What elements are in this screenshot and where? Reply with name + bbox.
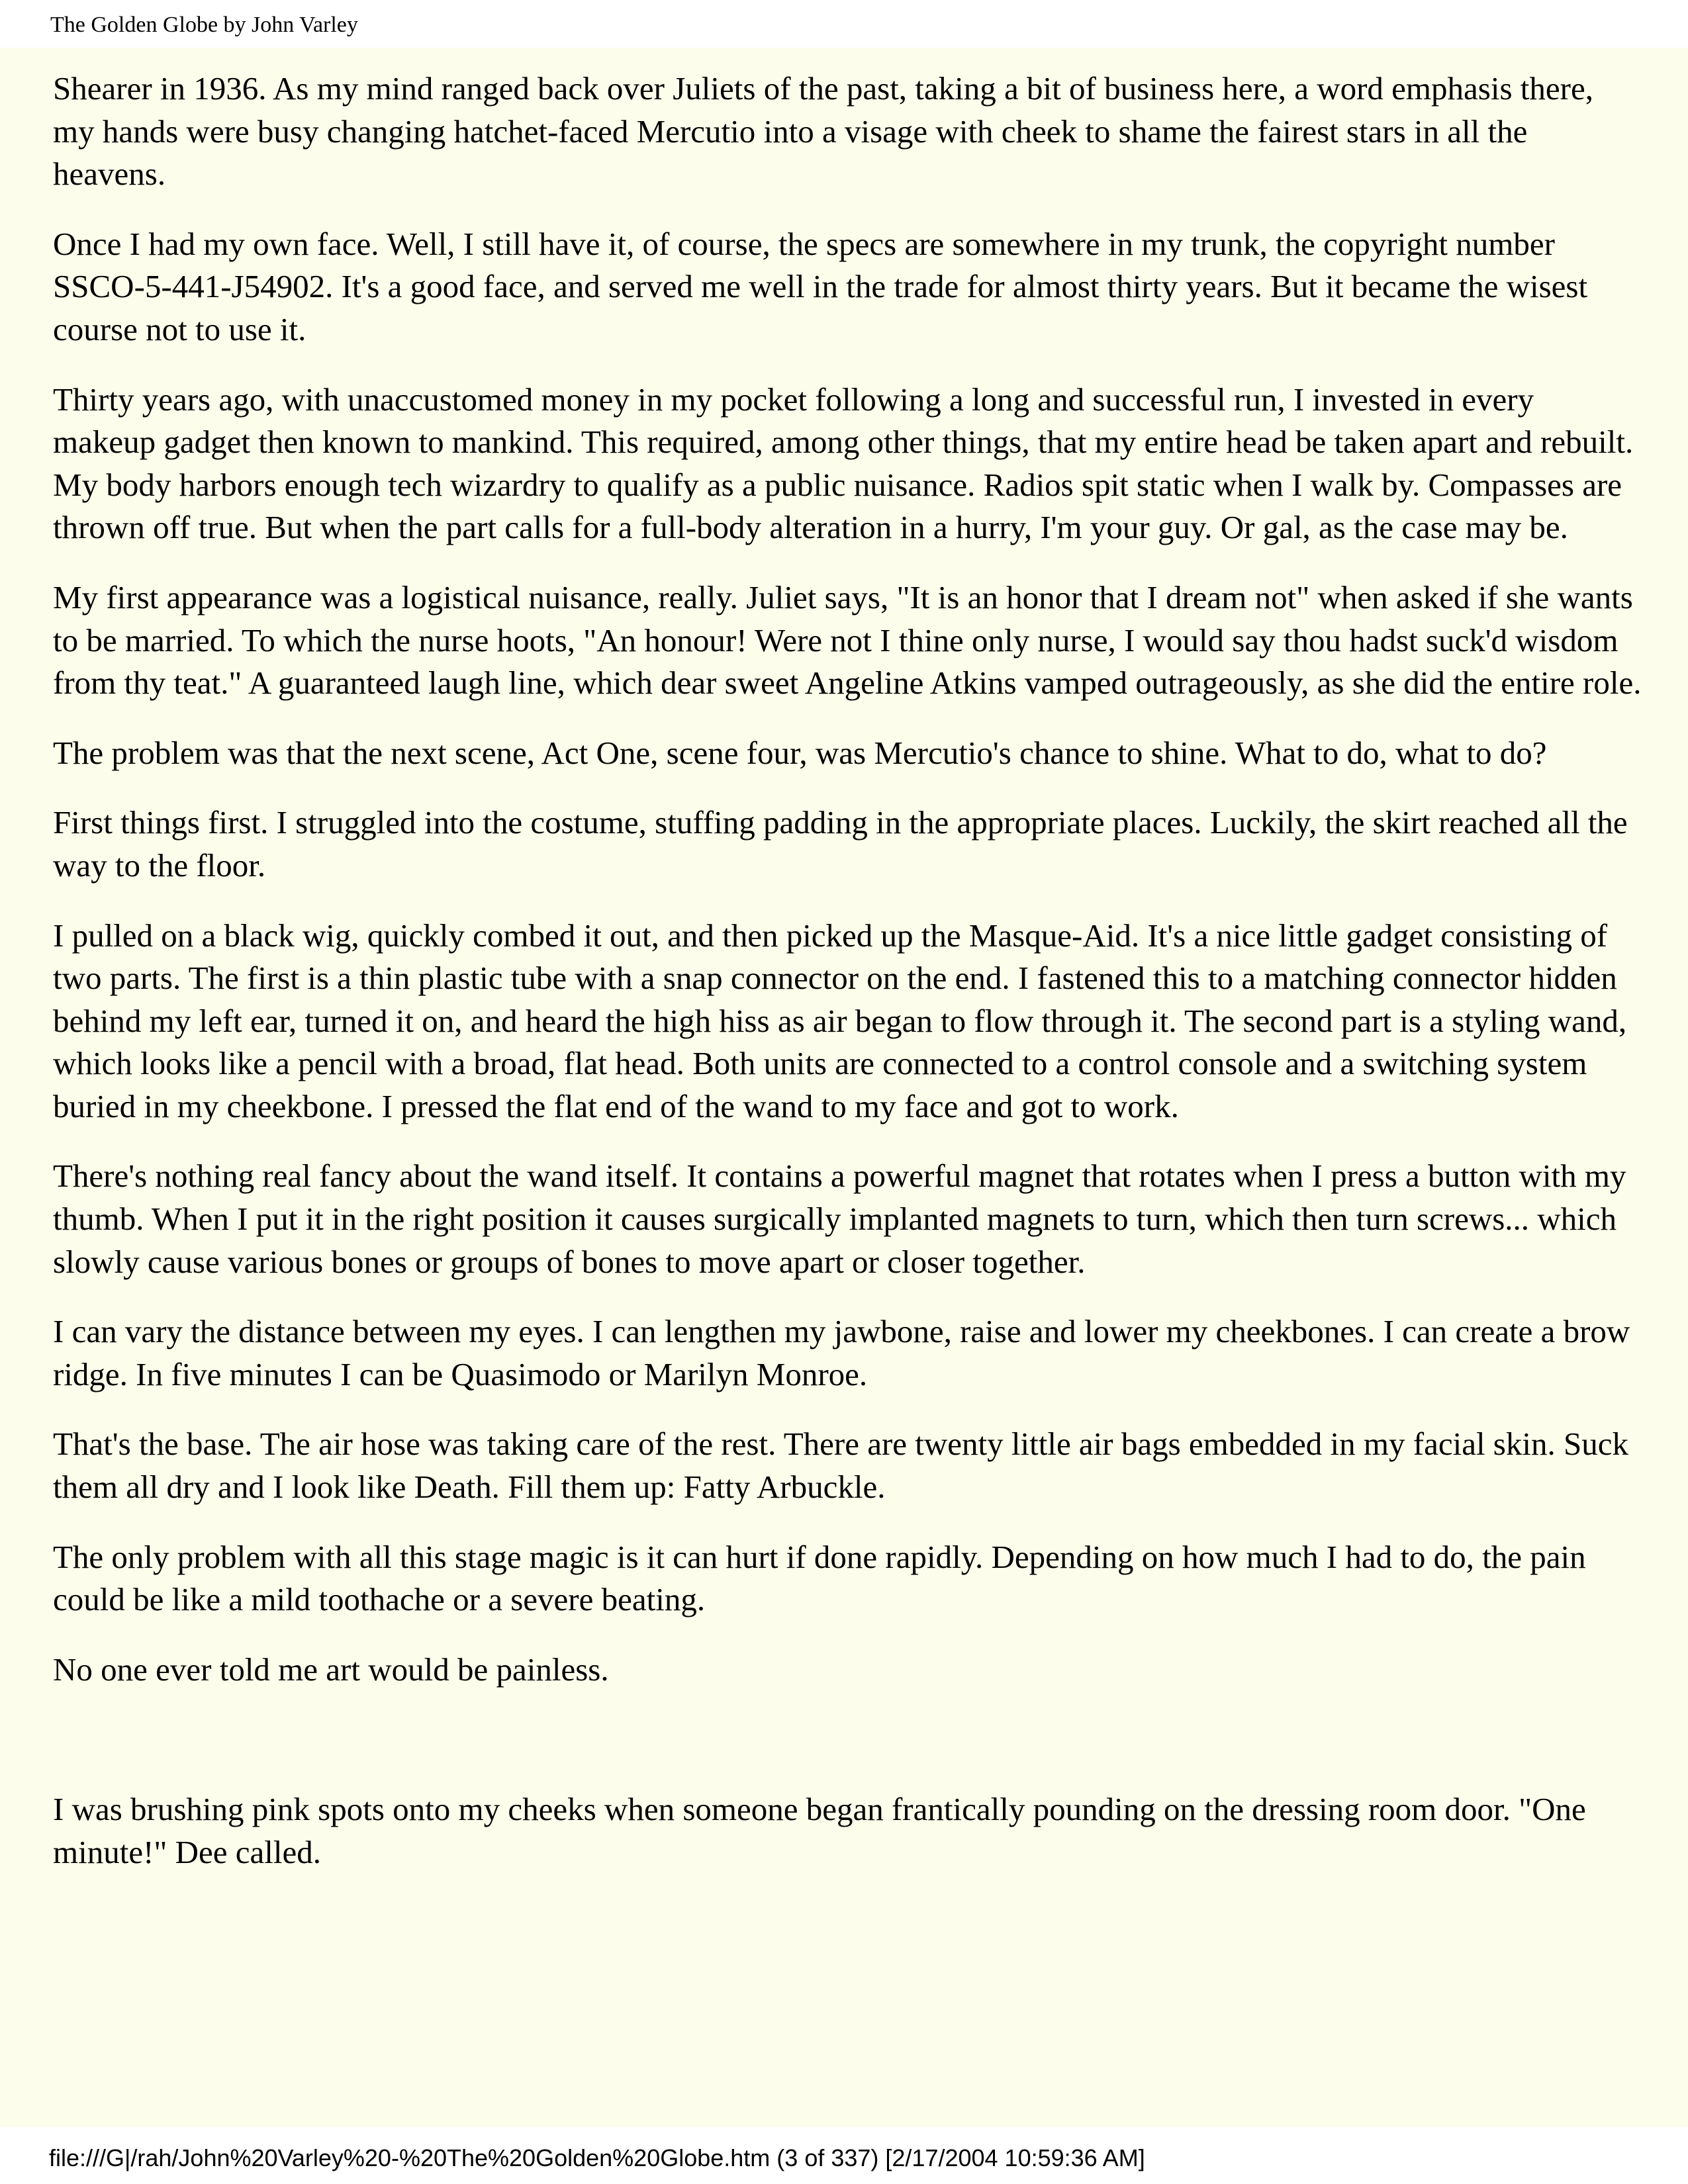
paragraph: My first appearance was a logistical nuisance, really. Juliet says, "It is an honor that I dream not" when asked if she wants to be married. To which the nurse hoots, "An honour! Were not I thine only nurse, I would say thou hadst suck'd wisdom from thy teat." A guaranteed laugh line, which dear sweet Angeline Atkins vamped outrageously, as she did the entire role.	[53, 578, 1642, 702]
file-path-footer: file:///G|/rah/John%20Varley%20-%20The%20Golden%20Globe.htm (3 of 337) [2/17/2004 10:59:36 AM]	[49, 2144, 1145, 2171]
paragraph: I can vary the distance between my eyes. I can lengthen my jawbone, raise and lower my cheekbones. I can create a brow ridge. In five minutes I can be Quasimodo or Marilyn Monroe.	[53, 1313, 1630, 1392]
paragraph: I pulled on a black wig, quickly combed it out, and then picked up the Masque-Aid. It's a nice little gadget consisting of two parts. The first is a thin plastic tube with a snap connector on the end. I fastened this to a matching connector hidden behind my left ear, turned it on, and heard the high hiss as air began to flow through it. The second part is a styling wand, which looks like a pencil with a broad, flat head. Both units are connected to a control console and a switching system buried in my cheekbone. I pressed the flat end of the wand to my face and got to work.	[53, 917, 1627, 1124]
paragraph: No one ever told me art would be painless.	[53, 1651, 609, 1688]
paragraph: I was brushing pink spots onto my cheeks when someone began frantically pounding on the dressing room door. "One minute!" Dee called.	[53, 1791, 1586, 1870]
page-title: The Golden Globe by John Varley	[50, 13, 358, 37]
document-body	[0, 48, 1688, 2127]
paragraph: The problem was that the next scene, Act One, scene four, was Mercutio's chance to shine. What to do, what to do?	[53, 734, 1547, 771]
paragraph: Shearer in 1936. As my mind ranged back over Juliets of the past, taking a bit of business here, a word emphasis there, my hands were busy changing hatchet-faced Mercutio into a visage with cheek to shame the fairest stars in all the heavens.	[53, 70, 1593, 193]
paragraph: The only problem with all this stage magic is it can hurt if done rapidly. Depending on how much I had to do, the pain could be like a mild toothache or a severe beating.	[53, 1538, 1586, 1618]
paragraph: Once I had my own face. Well, I still have it, of course, the specs are somewhere in my trunk, the copyright number SSCO-5-441-J54902. It's a good face, and served me well in the trade for almost thirty years. But it became the wisest course not to use it.	[53, 225, 1588, 347]
paragraph: There's nothing real fancy about the wand itself. It contains a powerful magnet that rotates when I press a button with my thumb. When I put it in the right position it causes surgically implanted magnets to turn, which then turn screws... which slowly cause various bones or groups of bones to move apart or closer together.	[53, 1158, 1626, 1280]
section-break	[53, 1718, 1642, 1788]
page-footer	[0, 2127, 1688, 2184]
paragraph: Thirty years ago, with unaccustomed money in my pocket following a long and successful run, I invested in every makeup gadget then known to mankind. This required, among other things, that my entire head be taken apart and rebuilt. My body harbors enough tech wizardry to qualify as a public nuisance. Radios spit static when I walk by. Compasses are thrown off true. But when the part calls for a full-body alteration in a hurry, I'm your guy. Or gal, as the case may be.	[53, 381, 1634, 546]
paragraph: That's the base. The air hose was taking care of the rest. There are twenty little air bags embedded in my facial skin. Suck them all dry and I look like Death. Fill them up: Fatty Arbuckle.	[53, 1426, 1628, 1506]
paragraph: First things first. I struggled into the costume, stuffing padding in the appropriate places. Luckily, the skirt reached all the way to the floor.	[53, 804, 1628, 884]
text-block	[53, 68, 1642, 1901]
page-header	[0, 0, 1688, 48]
